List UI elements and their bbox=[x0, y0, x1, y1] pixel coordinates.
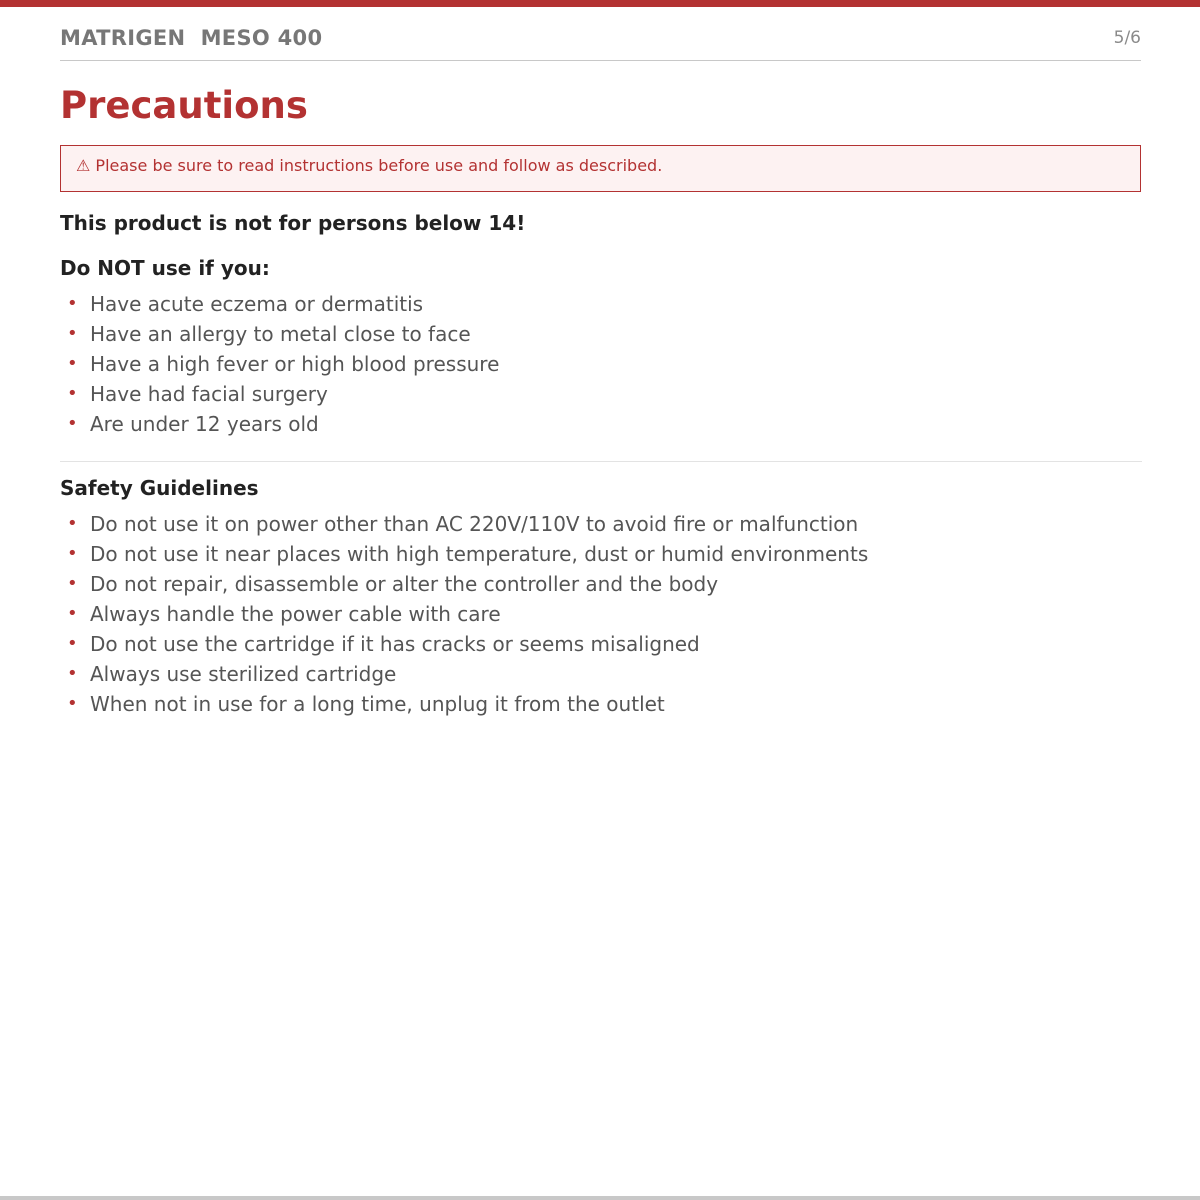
bullet-icon: • bbox=[67, 543, 78, 564]
bullet-icon: • bbox=[67, 573, 78, 594]
list-item-text: Always use sterilized cartridge bbox=[90, 662, 397, 686]
list-item bbox=[60, 319, 499, 349]
brand-name: MATRIGEN MESO 400 bbox=[60, 26, 323, 50]
bullet-icon: • bbox=[67, 603, 78, 624]
list-item-text: Do not repair, disassemble or alter the controller and the body bbox=[90, 572, 719, 596]
list-item-text: Have had facial surgery bbox=[90, 382, 328, 406]
bullet-icon: • bbox=[67, 693, 78, 714]
bullet-icon: • bbox=[67, 633, 78, 654]
list-item bbox=[60, 289, 499, 319]
bullet-icon: • bbox=[67, 383, 78, 404]
list-item bbox=[60, 509, 868, 539]
bullet-icon: • bbox=[67, 513, 78, 534]
list-item-text: Do not use it near places with high temperature, dust or humid environments bbox=[90, 542, 869, 566]
contraindications-heading: Do NOT use if you: bbox=[60, 256, 270, 280]
bullet-icon: • bbox=[67, 663, 78, 684]
list-item-text: Do not use it on power other than AC 220V/110V to avoid fire or malfunction bbox=[90, 512, 859, 536]
list-item-text: Are under 12 years old bbox=[90, 412, 319, 436]
list-item-text: Do not use the cartridge if it has cracks or seems misaligned bbox=[90, 632, 700, 656]
age-warning: This product is not for persons below 14! bbox=[60, 211, 526, 235]
top-accent-bar bbox=[0, 0, 1200, 7]
list-item bbox=[60, 379, 499, 409]
bullet-icon: • bbox=[67, 323, 78, 344]
list-item-text: Always handle the power cable with care bbox=[90, 602, 501, 626]
list-item-text: Have a high fever or high blood pressure bbox=[90, 352, 500, 376]
bullet-icon: • bbox=[67, 293, 78, 314]
page-title: Precautions bbox=[60, 84, 308, 127]
list-item-text: Have acute eczema or dermatitis bbox=[90, 292, 424, 316]
list-item bbox=[60, 539, 868, 569]
list-item bbox=[60, 689, 868, 719]
list-item bbox=[60, 659, 868, 689]
bullet-icon: • bbox=[67, 353, 78, 374]
list-item-text: When not in use for a long time, unplug it from the outlet bbox=[90, 692, 665, 716]
list-item-text: Have an allergy to metal close to face bbox=[90, 322, 471, 346]
contraindications-list bbox=[60, 289, 499, 439]
list-item bbox=[60, 569, 868, 599]
bullet-icon: • bbox=[67, 413, 78, 434]
list-item bbox=[60, 349, 499, 379]
section-divider bbox=[60, 461, 1142, 462]
page-header bbox=[60, 26, 1141, 61]
list-item bbox=[60, 629, 868, 659]
list-item bbox=[60, 409, 499, 439]
safety-heading: Safety Guidelines bbox=[60, 476, 259, 500]
page-indicator: 5/6 bbox=[1113, 28, 1141, 48]
bottom-bar bbox=[0, 1196, 1200, 1200]
safety-list bbox=[60, 509, 868, 719]
notice-text: ⚠ Please be sure to read instructions before use and follow as described. bbox=[76, 156, 663, 175]
instruction-notice bbox=[60, 145, 1141, 192]
list-item bbox=[60, 599, 868, 629]
